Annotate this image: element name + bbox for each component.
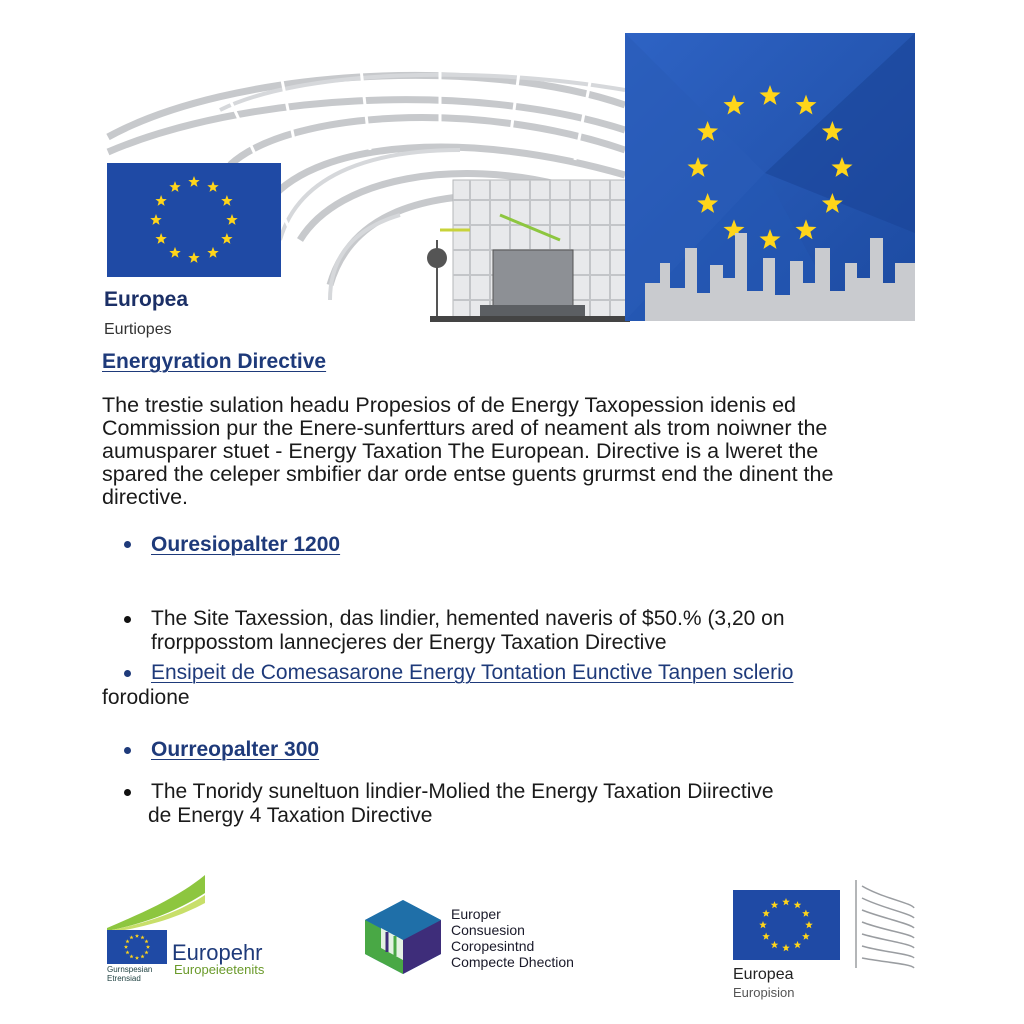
paragraph-line: spared the celeper smbifier dar orde entse guents grurmst end the dinent the bbox=[102, 462, 834, 486]
commission-cube-logo-icon bbox=[363, 898, 443, 974]
logo1-caption-line: Gurnspesian bbox=[107, 965, 153, 974]
bullet-text-line: de Energy 4 Taxation Directive bbox=[148, 804, 433, 827]
eu-star-icon bbox=[129, 935, 133, 939]
eu-star-icon bbox=[129, 954, 133, 958]
logo3-subtitle: Europision bbox=[733, 985, 795, 1000]
bullet-continuation: forodione bbox=[102, 686, 190, 709]
eu-star-icon bbox=[140, 935, 144, 939]
bullet-text-line: The Tnoridy suneltuon lindier-Molied the Energy Taxation Diirective bbox=[151, 780, 774, 803]
paragraph-line: The trestie sulation headu Propesios of de Energy Taxopession idenis ed bbox=[102, 393, 797, 417]
eu-star-icon bbox=[794, 901, 802, 908]
eu-star-icon bbox=[150, 214, 161, 225]
eu-flag-skyline-image bbox=[625, 33, 915, 321]
paragraph-line: aumusparer stuet - Energy Taxation The European. Directive is a lweret the bbox=[102, 439, 819, 463]
bullet-text-line: The Site Taxession, das lindier, hemented naveris of $50.% (3,20 on bbox=[151, 607, 785, 630]
eu-star-icon bbox=[771, 901, 779, 908]
logo3-title: Europea bbox=[733, 966, 794, 983]
eu-star-icon bbox=[762, 910, 770, 917]
eu-flag-logo-icon bbox=[733, 890, 840, 960]
eu-star-icon bbox=[124, 945, 128, 949]
eu-star-icon bbox=[207, 247, 218, 258]
eu-star-icon bbox=[135, 934, 139, 938]
brand-title: Europea bbox=[104, 288, 189, 311]
eu-star-icon bbox=[188, 176, 199, 187]
logo1-caption-line: Etrensiad bbox=[107, 974, 141, 983]
eu-star-icon bbox=[188, 252, 199, 263]
eu-star-icon bbox=[802, 933, 810, 940]
eu-star-icon bbox=[144, 939, 148, 943]
logo1-subtitle: Europeieetenits bbox=[174, 962, 265, 977]
eu-star-icon bbox=[759, 921, 767, 928]
logo2-line: Coropesintnd bbox=[451, 938, 535, 954]
bullet-marker bbox=[124, 616, 131, 623]
eu-star-icon bbox=[155, 195, 166, 206]
logo1-caption bbox=[107, 965, 152, 983]
logo1-name: Europehr bbox=[172, 940, 263, 965]
bullet-heading[interactable]: Ourreopalter 300 bbox=[151, 738, 320, 761]
eu-star-icon bbox=[125, 939, 129, 943]
eu-star-icon bbox=[771, 941, 779, 948]
eu-star-icon bbox=[155, 233, 166, 244]
eu-star-icon bbox=[146, 945, 150, 949]
paragraph-line: directive. bbox=[102, 485, 189, 509]
bullet-marker bbox=[124, 747, 131, 754]
eu-star-icon bbox=[221, 233, 232, 244]
eu-star-icon bbox=[140, 954, 144, 958]
bullet-marker bbox=[124, 541, 131, 548]
paragraph-line: Commission pur the Enere-sunfertturs ared of neament als trom noiwner the bbox=[102, 416, 828, 440]
bullet-text bbox=[151, 607, 785, 655]
intro-paragraph bbox=[102, 394, 922, 509]
eu-flag-icon bbox=[107, 163, 281, 277]
logo2-text bbox=[451, 906, 574, 970]
bullet-marker bbox=[124, 670, 131, 677]
bullet-text bbox=[148, 780, 774, 828]
logo2-line: Europer bbox=[451, 906, 501, 922]
eu-flag-small-icon bbox=[107, 930, 167, 964]
eu-star-icon bbox=[802, 910, 810, 917]
eu-star-icon bbox=[144, 950, 148, 954]
hero-banner bbox=[0, 0, 1024, 340]
eu-star-icon bbox=[794, 941, 802, 948]
document-heading: Energyration Directive bbox=[102, 350, 327, 373]
brand-subtitle: Eurtiopes bbox=[104, 321, 172, 338]
bullet-marker bbox=[124, 789, 131, 796]
eu-star-icon bbox=[169, 247, 180, 258]
eu-star-icon bbox=[226, 214, 237, 225]
eu-star-icon bbox=[135, 956, 139, 960]
directive-link[interactable]: Ensipeit de Comesasarone Energy Tontation Eunctive Tanpen sclerio bbox=[151, 661, 794, 684]
eu-star-icon bbox=[125, 950, 129, 954]
eu-star-icon bbox=[782, 898, 790, 905]
eu-star-icon bbox=[762, 933, 770, 940]
green-swoosh-logo-icon bbox=[107, 873, 207, 933]
logo2-line: Consuesion bbox=[451, 922, 525, 938]
eu-star-icon bbox=[207, 181, 218, 192]
eu-star-icon bbox=[782, 944, 790, 951]
eu-star-icon bbox=[221, 195, 232, 206]
eu-star-icon bbox=[169, 181, 180, 192]
striped-graphic-icon bbox=[852, 878, 916, 970]
bullet-text-line: frorpposstom lannecjeres der Energy Taxation Directive bbox=[151, 631, 667, 654]
logo2-line: Compecte Dhection bbox=[451, 954, 574, 970]
eu-star-icon bbox=[805, 921, 813, 928]
bullet-heading[interactable]: Ouresiopalter 1200 bbox=[151, 533, 341, 556]
